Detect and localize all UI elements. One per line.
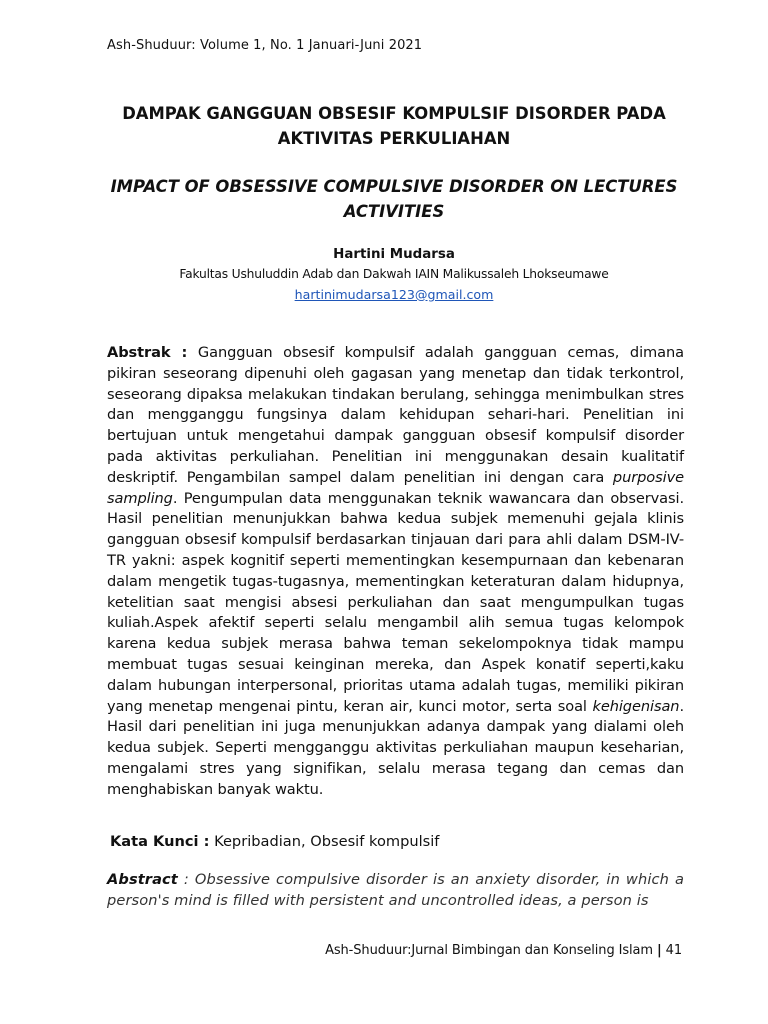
abstract-indonesian-label: Abstrak : <box>107 344 188 361</box>
title-english-line-2: ACTIVITIES <box>343 202 445 221</box>
keywords <box>110 832 439 852</box>
abstract-indonesian-term-1: purposive sampling <box>107 468 684 507</box>
page-footer <box>325 943 682 958</box>
title-english <box>100 174 688 224</box>
abstract-english-text: : Obsessive compulsive disorder is an anxiety disorder, in which a person's mind is filled with persistent and uncontrolled ideas, a person is <box>107 871 684 909</box>
abstract-indonesian-text-1: Gangguan obsesif kompulsif adalah gangguan cemas, dimana pikiran seseorang dipenuhi oleh gagasan yang menetap dan tidak terkontrol, seseorang dipaksa melakukan tindakan berulang, sehingga menimbulkan stres dan mengganggu fungsinya dalam kehidupan sehari-hari. Penelitian ini bertujuan untuk mengetahui dampak gangguan obsesif kompulsif disorder pada aktivitas perkuliahan. Penelitian ini menggunakan desain kualitatif deskriptif. Pengambilan sampel dalam penelitian ini dengan cara <box>107 344 684 486</box>
author-affiliation: Fakultas Ushuluddin Adab dan Dakwah IAIN Malikussaleh Lhokseumawe <box>179 267 609 281</box>
abstract-indonesian-text-3: . Hasil dari penelitian ini juga menunjukkan adanya dampak yang dialami oleh kedua subjek. Seperti mengganggu aktivitas perkuliahan maupun keseharian, mengalami stres yang signifikan, selalu merasa tegang dan cemas dan menghabiskan banyak waktu. <box>107 697 684 798</box>
keywords-label: Kata Kunci : <box>110 833 210 850</box>
title-indonesian-line-1: DAMPAK GANGGUAN OBSESIF KOMPULSIF DISORDER PADA <box>122 104 666 123</box>
abstract-indonesian-text-2: . Pengumpulan data menggunakan teknik wawancara dan observasi. Hasil penelitian menunjukkan bahwa kedua subjek memenuhi gejala klinis gangguan obsesif kompulsif berdasarkan tinjauan dari para ahli dalam DSM-IV-TR yakni: aspek kognitif seperti mementingkan kesempurnaan dan kebenaran dalam mengetik tugas-tugasnya, mementingkan keteraturan dalam hidupnya, ketelitian saat mengisi absesi perkuliahan dan saat mengumpulkan tugas kuliah.Aspek afektif seperti selalu mengambil alih semua tugas kelompok karena kedua subjek merasa bahwa teman sekelompoknya tidak mampu membuat tugas sesuai keinginan mereka, dan Aspek konatif seperti,kaku dalam hubungan interpersonal, prioritas utama adalah tugas, memiliki pikiran yang menetap mengenai pintu, keran air, kunci motor, serta soal <box>107 489 684 715</box>
keywords-text: Kepribadian, Obsesif kompulsif <box>209 833 440 850</box>
abstract-indonesian <box>107 343 684 801</box>
author-name: Hartini Mudarsa <box>333 247 455 262</box>
abstract-indonesian-term-2: kehigenisan <box>592 697 680 715</box>
abstract-english-label: Abstract <box>107 871 178 888</box>
running-header: Ash-Shuduur: Volume 1, No. 1 Januari-Juni 2021 <box>107 38 423 53</box>
footer-separator: | <box>657 943 662 958</box>
author-block <box>100 246 688 304</box>
author-email-link[interactable]: hartinimudarsa123@gmail.com <box>294 287 494 302</box>
page-number: 41 <box>665 943 682 958</box>
title-english-line-1: IMPACT OF OBSESSIVE COMPULSIVE DISORDER ON LECTURES <box>110 177 678 196</box>
title-indonesian-line-2: AKTIVITAS PERKULIAHAN <box>277 129 511 148</box>
title-indonesian <box>100 101 688 151</box>
footer-journal-name: Ash-Shuduur:Jurnal Bimbingan dan Konseling Islam <box>325 943 653 958</box>
abstract-english <box>107 869 684 911</box>
